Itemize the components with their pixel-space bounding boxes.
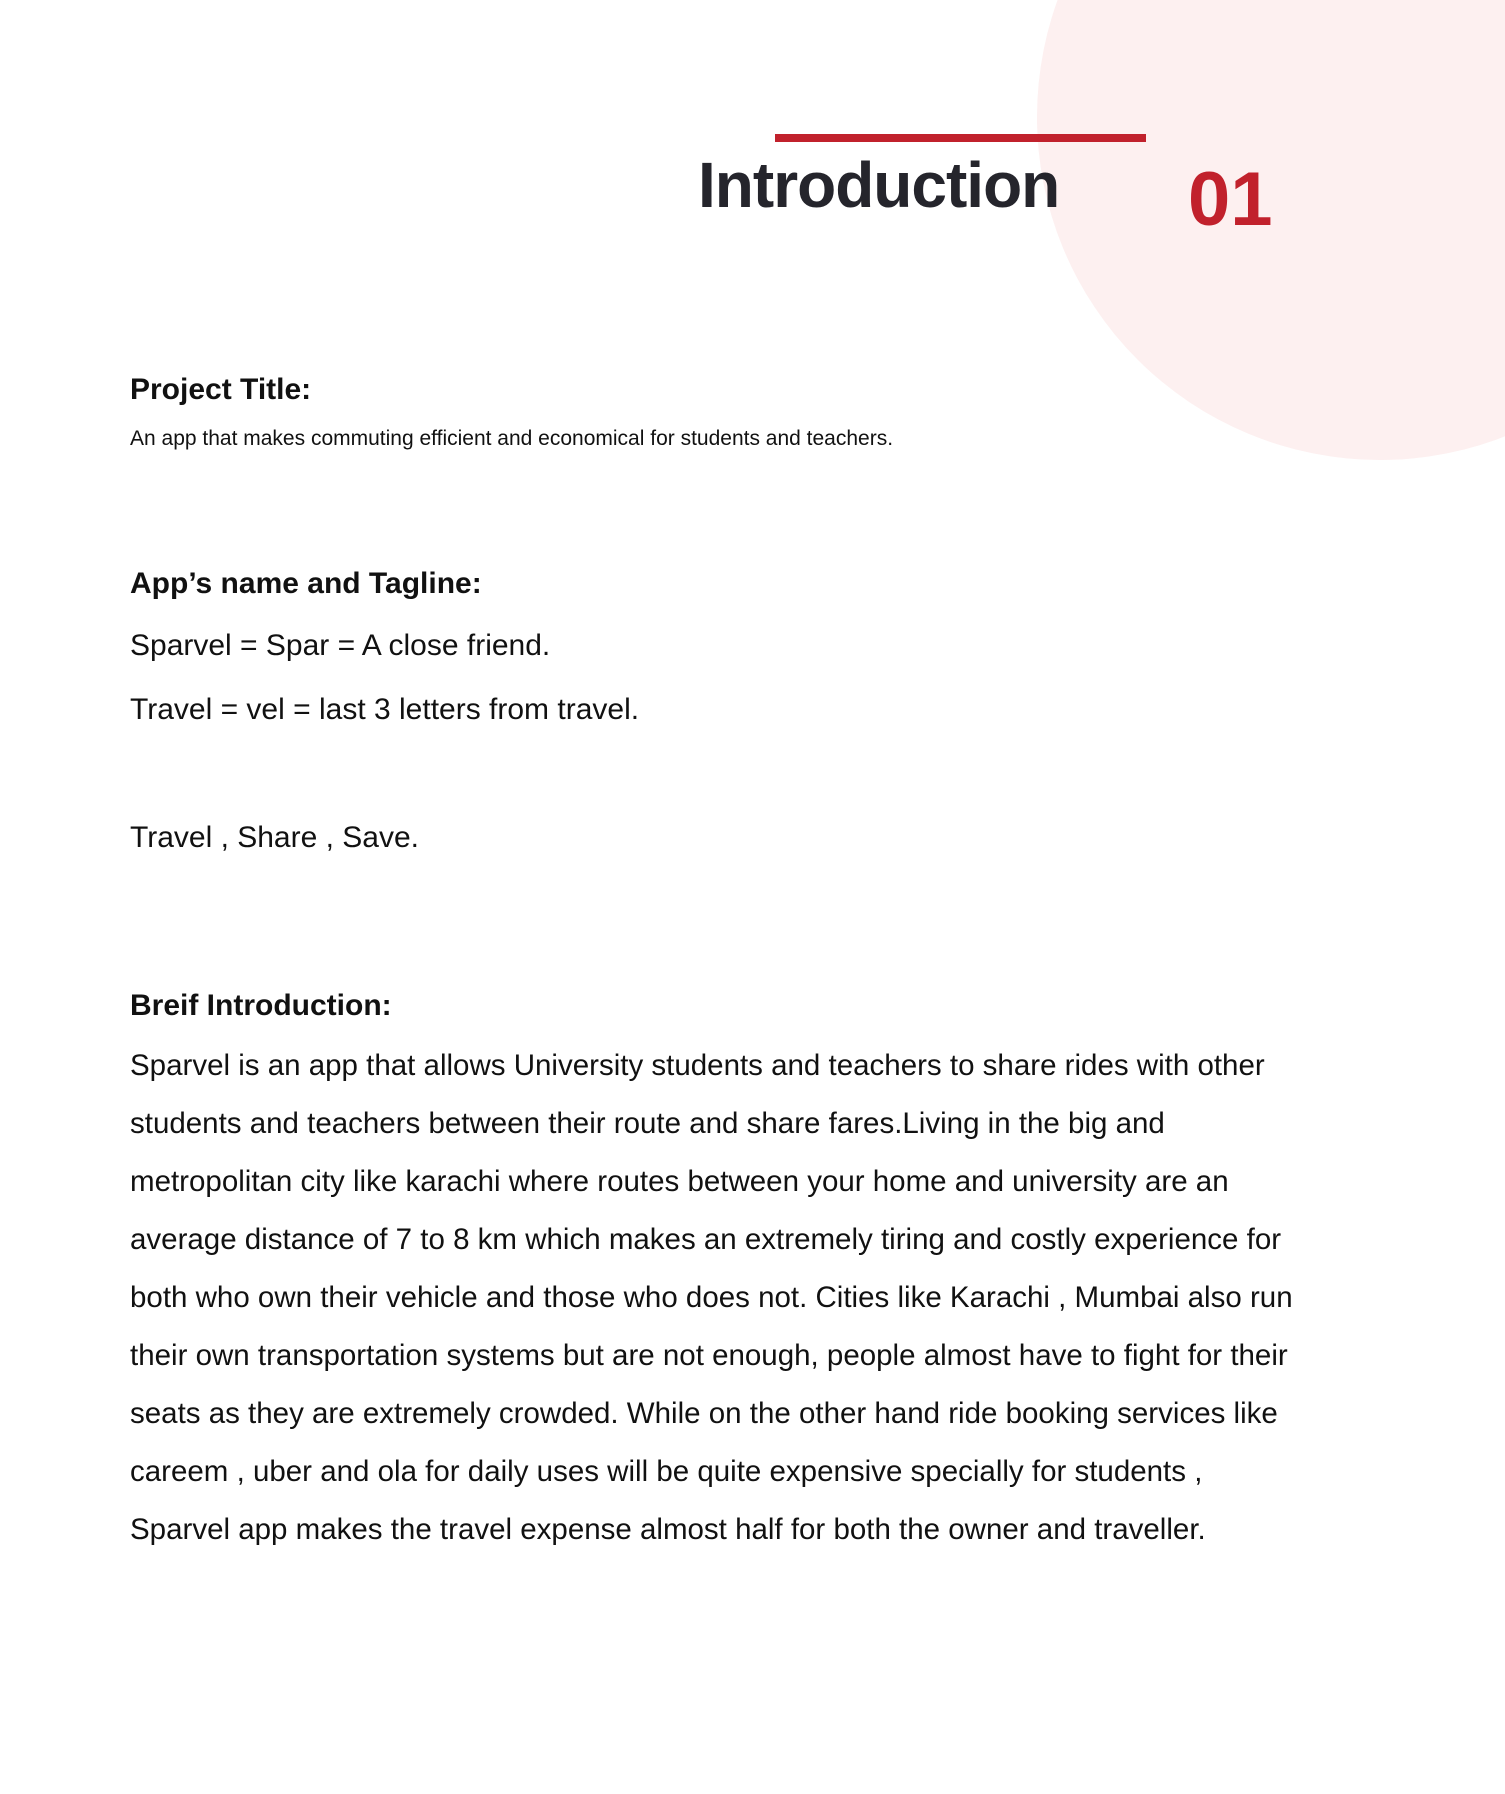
tagline: Travel , Share , Save. xyxy=(130,821,420,854)
project-title-heading: Project Title: xyxy=(130,373,312,406)
page-title: Introduction xyxy=(698,149,1060,221)
project-title-description: An app that makes commuting efficient and economical for students and teachers. xyxy=(130,427,894,450)
page-number: 01 xyxy=(1188,157,1273,242)
app-name-line-1: Sparvel = Spar = A close friend. xyxy=(130,629,551,662)
brief-introduction-heading: Breif Introduction: xyxy=(130,989,392,1022)
app-name-line-2: Travel = vel = last 3 letters from travel. xyxy=(130,693,640,726)
header-accent-rule xyxy=(775,134,1146,142)
app-name-heading: App’s name and Tagline: xyxy=(130,567,482,600)
brief-introduction-text: Sparvel is an app that allows University students and teachers to share rides with other students and teachers between their route and share fares.Living in the big and metropolitan city like karachi where routes between your home and university are an average distance of 7 to 8 km which makes an extremely tiring and costly experience for both who own their vehicle and those who does not. Cities like Karachi , Mumbai also run their own transportation systems but are not enough, people almost have to fight for their seats as they are extremely crowded. While on the other hand ride booking services like careem , uber and ola for daily uses will be quite expensive specially for students , Sparvel app makes the travel expense almost half for both the owner and traveller. xyxy=(130,1049,1293,1546)
